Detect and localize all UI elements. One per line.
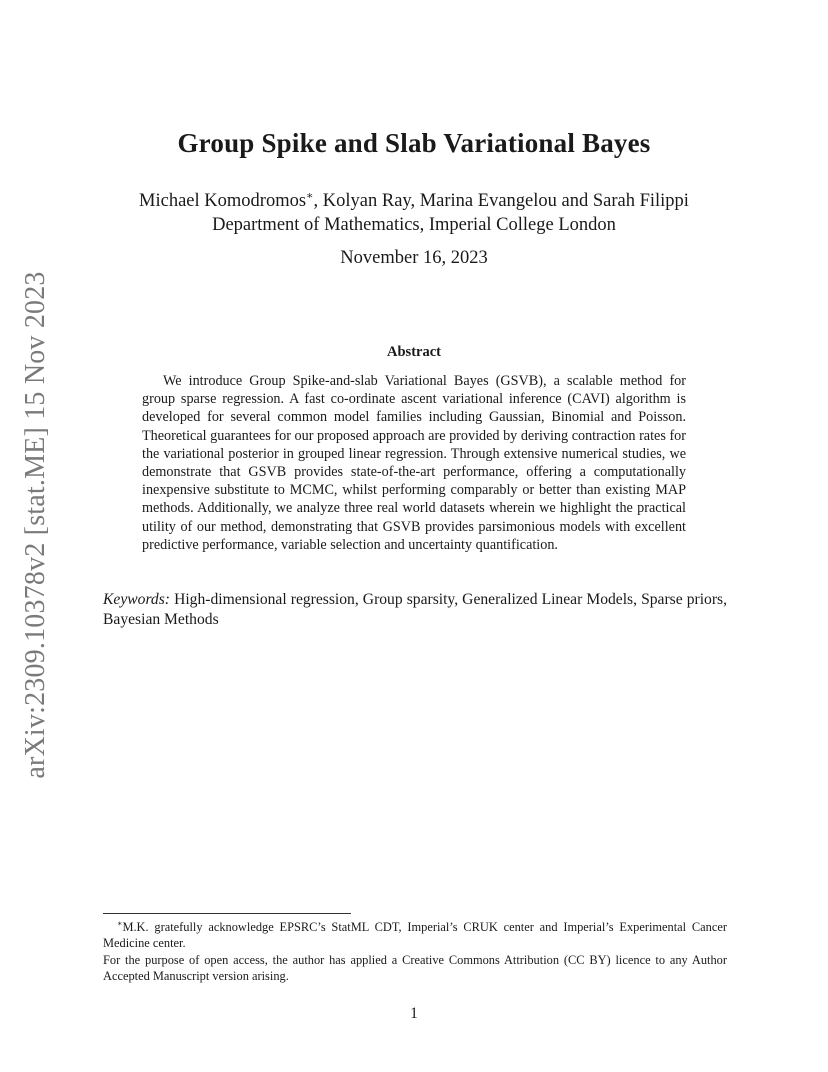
keywords-section [103,590,727,630]
page-number: 1 [410,1005,418,1022]
footnote-mark: ∗ [117,919,123,928]
abstract-body: We introduce Group Spike-and-slab Variational Bayes (GSVB), a scalable method for group sparse regression. A fast co-ordinate ascent variational inference (CAVI) algorithm is developed for several common model families including Gaussian, Binomial and Poisson. Theoretical guarantees for our proposed approach are provided by deriving contraction rates for the variational posterior in grouped linear regression. Through extensive numerical studies, we demonstrate that GSVB provides state-of-the-art performance, offering a computationally inexpensive substitute to MCMC, whilst performing comparably or better than existing MAP methods. Additionally, we analyze three real world datasets wherein we highlight the practical utility of our method, demonstrating that GSVB provides parsimonious models with excellent predictive performance, variable selection and uncertainty quantification. [142,373,686,553]
footnote-funding [103,916,727,952]
footnote-open-access: For the purpose of open access, the author has applied a Creative Commons Attribution (CC BY) licence to any Author Accepted Manuscript version arising. [103,952,727,984]
footnote-funding-text: M.K. gratefully acknowledge EPSRC’s StatML CDT, Imperial’s CRUK center and Imperial’s Experimental Cancer Medicine center. [103,920,727,951]
other-authors: , Kolyan Ray, Marina Evangelou and Sarah Filippi [313,191,689,212]
author-footnote-mark: ∗ [306,190,314,202]
footnote-divider [103,913,351,914]
author-block [0,184,828,237]
keywords-text: High-dimensional regression, Group sparsity, Generalized Linear Models, Sparse priors, Bayesian Methods [103,591,727,628]
author-affiliation: Department of Mathematics, Imperial College London [212,215,616,236]
keywords-label: Keywords: [103,591,170,608]
first-author: Michael Komodromos [139,191,307,212]
paper-title: Group Spike and Slab Variational Bayes [177,128,651,158]
arxiv-identifier-stamp: arXiv:2309.10378v2 [stat.ME] 15 Nov 2023 [20,271,51,779]
footnotes [103,916,727,984]
abstract-heading: Abstract [387,344,441,360]
author-list [0,184,828,213]
paper-date: November 16, 2023 [340,248,488,268]
